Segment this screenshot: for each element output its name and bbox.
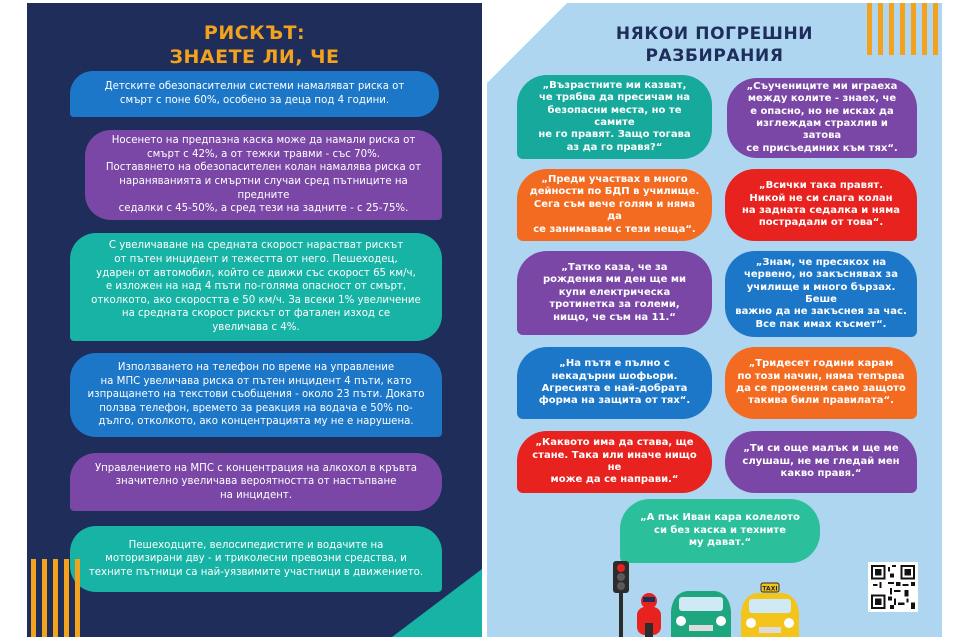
right-title-line2: РАЗБИРАНИЯ: [645, 46, 784, 66]
quote-bubble-ivan-helmet: „А пък Иван кара колелото си без каска и техните му дават.“: [620, 499, 820, 563]
fact-bubble-alcohol: Управлението на МПС с концентрация на алкохол в кръвта значително увеличава вероятността от настъпване на инцидент.: [70, 453, 442, 511]
street-illustration: [607, 559, 817, 637]
quote-bubble-aggression: „На пътя е пълно с некадърни шофьори. Агресията е най-добрата форма на защита от тях“.: [517, 347, 712, 419]
taxi-sign-label: TAXI: [762, 585, 778, 593]
fact-bubble-vulnerable-users: Пешеходците, велосипедистите и водачите на моторизирани дву - и триколесни превозни средства, и техните пътници са най-уязвимите участници в движението.: [70, 526, 442, 592]
decorative-triangle-left: [392, 569, 482, 637]
fact-bubble-phone: Използването на телефон по време на управление на МПС увеличава риска от пътен инцидент 4 пъти, като изпращането на текстови съобщения - около 23 пъти. Докато ползва телефон, времето за реакция на водача е 50% по- дълго, отколкото, ако концентрацията му не е нарушена.: [70, 353, 442, 437]
quote-bubble-too-old: „Преди участвах в много дейности по БДП в училище. Сега съм вече голям и няма да се занимавам с тези неща“.: [517, 169, 712, 241]
traffic-light-icon: [613, 561, 629, 637]
quote-bubble-fate: „Каквото има да става, ще стане. Така или иначе нищо не може да се направи.“: [517, 431, 712, 493]
fact-bubble-helmet-belt: Носенето на предпазна каска може да намали риска от смърт с 42%, а от тежки травми - със 70%. Поставянето на обезопасителен колан намалява риска от нараняванията и смъртни случаи сред пътниците на предните седалки с 45-50%, а сред тези на задните - с 25-75%.: [85, 130, 442, 220]
taxi-icon: [741, 583, 799, 637]
quote-bubble-red-light: „Знам, че пресякох на червено, но закъснявах за училище и много бързах. Беше важно да не закъснея за час. Все пак имах късмет“.: [725, 251, 917, 337]
qr-code-icon: [868, 562, 918, 612]
quote-bubble-scooter: „Татко каза, че за рождения ми ден ще ми купи електрическа тротинетка за големи, нищо, че съм на 11.“: [517, 251, 712, 335]
left-title-line1: РИСКЪТ:: [203, 22, 306, 44]
decorative-stripes-left: [31, 559, 81, 637]
fact-bubble-speed: С увеличаване на средната скорост нарастват рискът от пътен инцидент и тежестта от него. Пешеходец, ударен от автомобил, който се движи със скорост 65 км/ч, е изложен на над 4 пъти по-голяма опасност от смърт, отколкото, ако скоростта е 50 км/ч. За всеки 1% увеличение на средната скорост рискът от фатален изход се увеличава с 4%.: [70, 233, 442, 341]
left-page: [27, 3, 482, 637]
right-title-line1: НЯКОИ ПОГРЕШНИ: [615, 24, 814, 44]
quote-bubble-classmates-playing: „Съучениците ми играеха между колите - знаех, че е опасно, но не исках да изглеждам страхлив и затова се присъединих към тях“.: [727, 78, 917, 158]
car-icon: [671, 591, 731, 637]
fact-bubble-child-seats: Детските обезопасителни системи намаляват риска от смърт с поне 60%, особено за деца под 4 години.: [70, 71, 439, 117]
quote-bubble-thirty-years: „Тридесет години карам по този начин, няма тепърва да се променям само защото такива били правилата“.: [725, 347, 917, 419]
right-page: [487, 3, 942, 637]
quote-bubble-adults-crossing: „Възрастните ми казват, че трябва да пресичам на безопасни места, но те самите не го правят. Защо тогава аз да го правя?“: [517, 75, 712, 159]
motorcycle-icon: [637, 593, 661, 637]
quote-bubble-everyone-does-it: „Всички така правят. Никой не си слага колан на задната седалка и няма пострадали от това“.: [725, 169, 917, 241]
quote-bubble-listen-to-me: „Ти си още малък и ще ме слушаш, не ме гледай мен какво правя.“: [725, 431, 917, 493]
left-title-line2: ЗНАЕТЕ ЛИ, ЧЕ: [169, 46, 340, 68]
